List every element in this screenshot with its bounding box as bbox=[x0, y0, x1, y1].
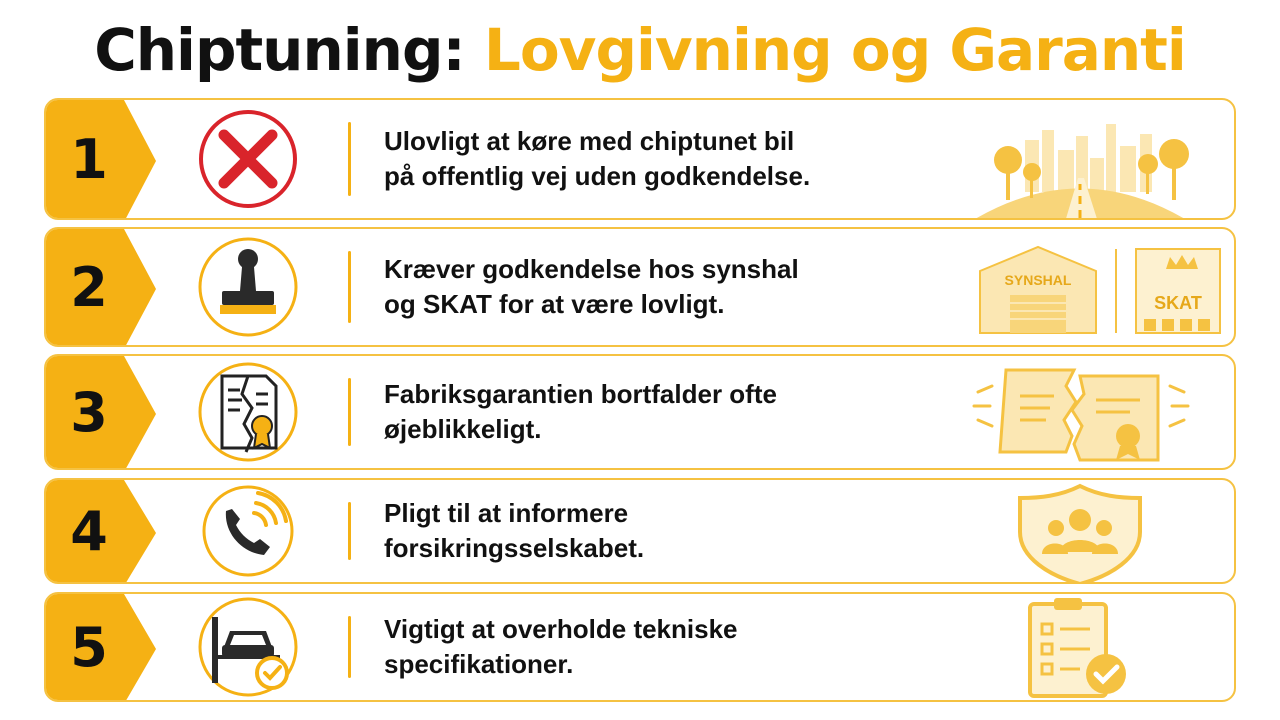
row-number: 4 bbox=[70, 499, 108, 563]
synshal-label: SYNSHAL bbox=[1004, 272, 1072, 288]
row-text-line-1: Ulovligt at køre med chiptunet bil bbox=[384, 126, 795, 156]
stamp-icon bbox=[196, 235, 300, 339]
row-text-line-2: specifikationer. bbox=[384, 649, 574, 679]
row-number: 2 bbox=[70, 255, 108, 319]
number-badge bbox=[46, 229, 156, 345]
divider bbox=[348, 378, 351, 446]
row-number: 3 bbox=[70, 380, 108, 444]
row-number: 1 bbox=[70, 127, 108, 191]
row-text-line-1: Fabriksgarantien bortfalder ofte bbox=[384, 379, 777, 409]
info-row-4 bbox=[44, 478, 1236, 584]
number-badge bbox=[46, 594, 156, 700]
synshal-skat-illustration bbox=[930, 229, 1230, 345]
road-city-illustration bbox=[930, 100, 1230, 218]
row-text-line-2: på offentlig vej uden godkendelse. bbox=[384, 161, 811, 191]
number-badge bbox=[46, 480, 156, 582]
broken-certificate-illustration bbox=[930, 356, 1230, 468]
divider bbox=[348, 122, 351, 196]
info-row-3 bbox=[44, 354, 1236, 470]
row-number: 5 bbox=[70, 615, 108, 679]
insurance-shield-illustration bbox=[930, 480, 1230, 582]
row-text-line-2: øjeblikkeligt. bbox=[384, 414, 542, 444]
row-text bbox=[384, 377, 944, 447]
number-badge bbox=[46, 356, 156, 468]
page-title bbox=[0, 14, 1280, 86]
row-text-line-2: forsikringsselskabet. bbox=[384, 533, 645, 563]
row-text bbox=[384, 124, 944, 194]
checklist-clipboard-illustration bbox=[930, 594, 1230, 700]
divider bbox=[348, 251, 351, 323]
car-lift-check-icon bbox=[196, 595, 300, 699]
row-text bbox=[384, 252, 944, 322]
divider bbox=[348, 616, 351, 678]
row-text-line-1: Vigtigt at overholde tekniske bbox=[384, 614, 738, 644]
title-part-2: Lovgivning og Garanti bbox=[483, 16, 1186, 84]
title-part-1: Chiptuning: bbox=[94, 16, 465, 84]
row-text-line-1: Kræver godkendelse hos synshal bbox=[384, 254, 799, 284]
divider bbox=[348, 502, 351, 560]
row-text-line-2: og SKAT for at være lovligt. bbox=[384, 289, 725, 319]
torn-document-icon bbox=[196, 360, 300, 464]
row-text bbox=[384, 612, 944, 682]
row-text-line-1: Pligt til at informere bbox=[384, 498, 629, 528]
number-badge bbox=[46, 100, 156, 218]
prohibited-x-icon bbox=[196, 107, 300, 211]
row-text bbox=[384, 496, 944, 566]
info-row-2 bbox=[44, 227, 1236, 347]
skat-label: SKAT bbox=[1154, 293, 1202, 313]
phone-icon bbox=[200, 483, 296, 579]
info-row-5 bbox=[44, 592, 1236, 702]
info-row-1 bbox=[44, 98, 1236, 220]
